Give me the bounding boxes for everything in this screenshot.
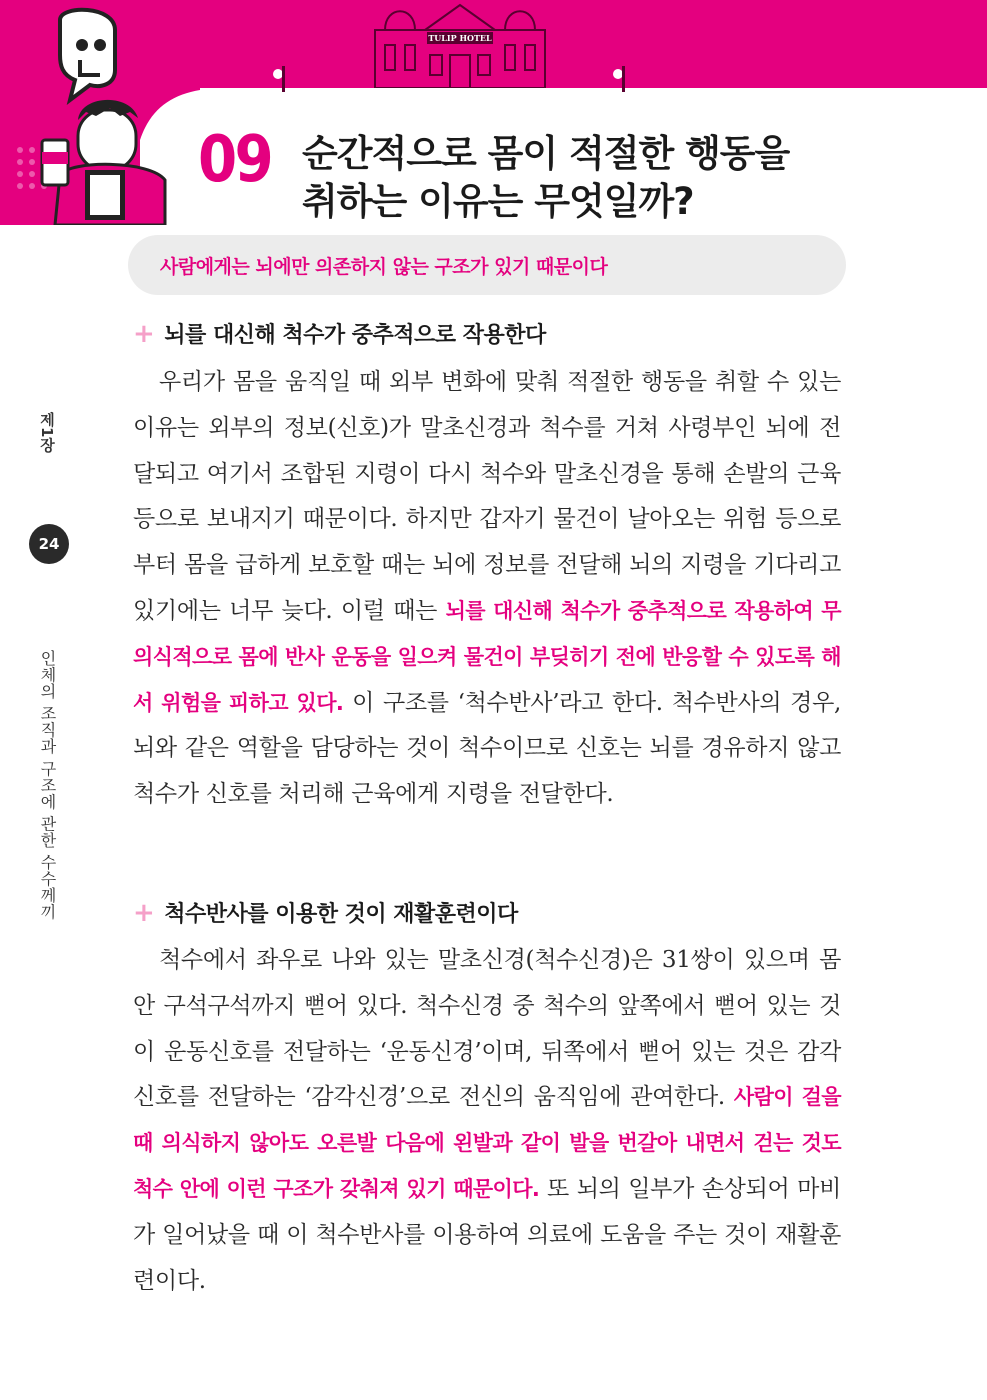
section-heading	[133, 897, 518, 928]
page-title	[302, 130, 862, 226]
subtitle: 사람에게는 뇌에만 의존하지 않는 구조가 있기 때문이다	[160, 256, 608, 278]
highlight-text: 뇌를 대신해 척수가 중추적으로 작용하여 무의식적으로 몸에 반사 운동을 일으켜 물건이 부딪히기 전에 반응할 수 있도록 해서 위험을 피하고 있다.	[133, 598, 841, 715]
section-heading-text: 척수반사를 이용한 것이 재활훈련이다	[164, 902, 518, 927]
page-number: 24	[29, 524, 69, 564]
section-heading	[133, 318, 546, 349]
hotel-sign: TULIP HOTEL	[428, 33, 492, 43]
body-text: 이 구조를 ‘척수반사’라고 한다. 척수반사의 경우, 뇌와 같은 역할을 담당하는 것이 척수이므로 신호는 뇌를 경유하지 않고 척수가 신호를 처리해 근육에게 지령을 전달한다.	[133, 689, 842, 808]
plus-icon: +	[133, 318, 155, 349]
lamp-icon	[270, 62, 290, 92]
plus-icon: +	[133, 897, 155, 928]
body-paragraph	[133, 360, 841, 818]
book-title: 인체의 조직과 구조에 관한 수수께끼	[38, 650, 57, 920]
section-heading-text: 뇌를 대신해 척수가 중추적으로 작용한다	[164, 323, 546, 348]
chapter-label: 제1장	[38, 412, 56, 453]
body-text: 척수에서 좌우로 나와 있는 말초신경(척수신경)은 31쌍이 있으며 몸 안 구석구석까지 뻗어 있다. 척수신경 중 척수의 앞쪽에서 뻗어 있는 것이 운동신호를 전달하는 ‘운동신경’이며, 뒤쪽에서 뻗어 있는 것은 감각 신호를 전달하는 ‘감각신경’으로 전신의 움직임에 관여한다.	[133, 947, 841, 1111]
body-text: 또 뇌의 일부가 손상되어 마비가 일어났을 때 이 척수반사를 이용하여 의료에 도움을 주는 것이 재활훈련이다.	[133, 1175, 841, 1294]
tulip-hotel-illustration	[355, 0, 565, 88]
lamp-icon	[610, 62, 630, 92]
highlight-text: 사람이 걸을 때 의식하지 않아도 오른발 다음에 왼발과 같이 발을 번갈아 내면서 걷는 것도 척수 안에 이런 구조가 갖춰져 있기 때문이다.	[133, 1085, 841, 1201]
body-paragraph	[133, 938, 841, 1304]
reader-illustration	[0, 0, 200, 225]
chapter-number: 09	[198, 123, 272, 197]
title-line: 취하는 이유는 무엇일까?	[302, 180, 694, 223]
title-line: 순간적으로 몸이 적절한 행동을	[302, 132, 790, 175]
body-text: 우리가 몸을 움직일 때 외부 변화에 맞춰 적절한 행동을 취할 수 있는 이유는 외부의 정보(신호)가 말초신경과 척수를 거쳐 사령부인 뇌에 전달되고 여기서 조합된 지령이 다시 척수와 말초신경을 통해 손발의 근육 등으로 보내지기 때문이다. 하지만 갑자기 물건이 날아오는 위험 등으로부터 몸을 급하게 보호할 때는 뇌에 정보를 전달해 뇌의 지령을 기다리고 있기에는 너무 늦다. 이럴 때는	[133, 369, 841, 624]
